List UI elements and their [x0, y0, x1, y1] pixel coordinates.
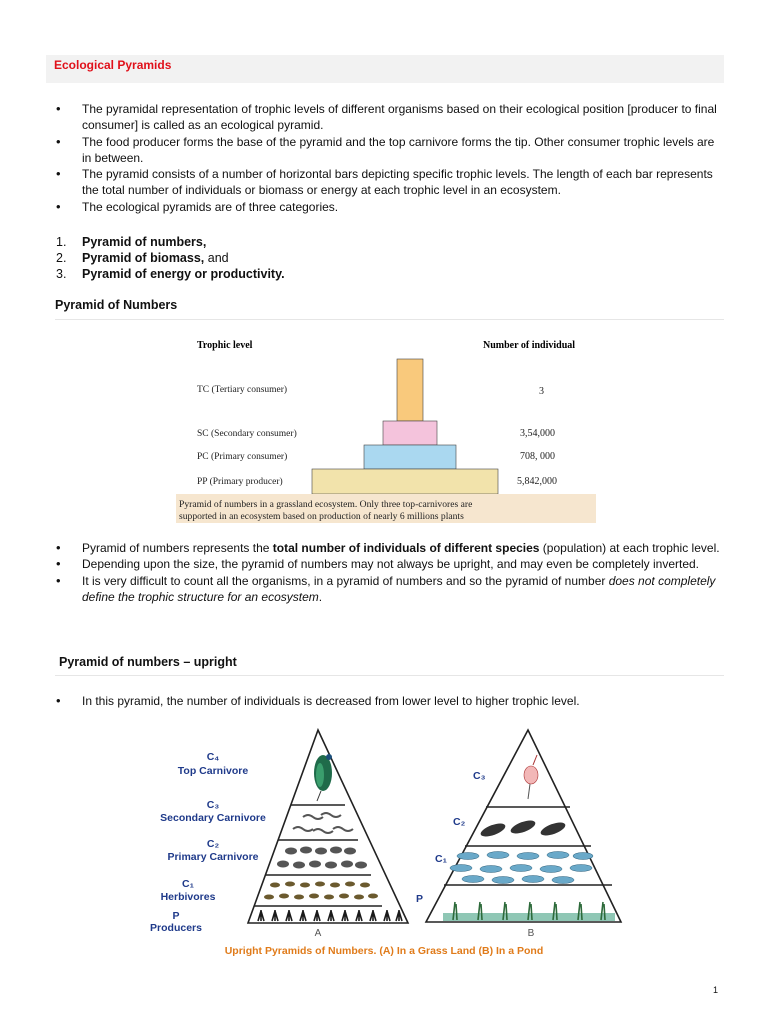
intro-bullet: • The ecological pyramids are of three categories. — [56, 199, 724, 215]
pyramid-categories-list — [56, 234, 285, 282]
category-item — [56, 234, 285, 250]
figure-caption-line2: supported in an ecosystem based on production of nearly 6 millions plants — [179, 511, 464, 522]
level-name: Producers — [150, 922, 202, 934]
numbers-bullet-bold: total number of individuals of different species — [272, 541, 540, 555]
numbers-bullet-text: It is very difficult to count all the organisms, in a pyramid of numbers and so the pyramid of number — [82, 573, 609, 588]
level-code: C₃ — [206, 799, 220, 811]
label-a: A — [314, 928, 322, 939]
level-code: C₄ — [206, 751, 220, 763]
level-name: Primary Carnivore — [167, 851, 259, 863]
page-number: 1 — [713, 985, 719, 995]
category-number: 2. — [56, 251, 67, 265]
upright-bullet-list — [56, 693, 724, 709]
count-pp: 5,842,000 — [517, 476, 557, 487]
col-header-number: Number of individual — [483, 340, 576, 351]
intro-bullet: • The food producer forms the base of the pyramid and the top carnivore forms the tip. Other consumer trophic levels are in between. — [56, 134, 724, 167]
count-tc: 3 — [539, 386, 544, 397]
level-name: Secondary Carnivore — [160, 812, 266, 824]
level-code: C₁ — [182, 878, 194, 890]
level-tc-label: TC (Tertiary consumer) — [197, 385, 288, 395]
level-code: P — [172, 910, 180, 922]
level-pp-label: PP (Primary producer) — [197, 477, 283, 487]
intro-bullet: • The pyramid consists of a number of horizontal bars depicting specific trophic levels. The length of each bar represents the total number of individuals or biomass or energy at each trophic level in an ecosystem. — [56, 166, 724, 199]
category-item — [56, 250, 285, 266]
page-title: Ecological Pyramids — [54, 58, 172, 72]
numbers-bullet-text: Pyramid of numbers represents the — [82, 541, 273, 555]
heading-rule — [55, 319, 724, 320]
figure-caption-line1: Pyramid of numbers in a grassland ecosystem. Only three top-carnivores are — [179, 499, 473, 510]
level-sc-label: SC (Secondary consumer) — [197, 429, 297, 439]
level-name: Top Carnivore — [177, 765, 249, 777]
section-heading-upright: Pyramid of numbers – upright — [59, 655, 237, 669]
numbers-bullet-list — [56, 540, 724, 605]
heading-rule — [55, 675, 724, 676]
numbers-bullet — [56, 573, 724, 606]
level-name: Herbivores — [160, 891, 216, 903]
count-pc: 708, 000 — [520, 451, 555, 462]
category-number: 1. — [56, 235, 67, 249]
category-label: Pyramid of energy or productivity. — [82, 267, 285, 281]
label-b: B — [527, 928, 535, 939]
pond-level-code: P — [416, 893, 424, 905]
intro-bullet-list — [56, 101, 724, 215]
grassland-pyramid — [248, 730, 408, 923]
numbers-bullet-italic: does not completely define the trophic structure for an ecosystem — [82, 573, 716, 604]
category-label: Pyramid of numbers, — [82, 235, 207, 249]
count-sc: 3,54,000 — [520, 428, 555, 439]
intro-bullet: • The pyramidal representation of trophic levels of different organisms based on their ecological position [producer to final consumer] is called as an ecological pyramid. — [56, 101, 724, 134]
numbers-bullet-text: (population) at each trophic level. — [539, 541, 720, 555]
bar-primary-producer — [312, 469, 498, 494]
bar-tertiary-consumer — [397, 359, 423, 421]
upright-bullet: • In this pyramid, the number of individuals is decreased from lower level to higher trophic level. — [56, 693, 724, 709]
category-suffix: and — [204, 251, 229, 265]
level-code: C₂ — [206, 838, 220, 850]
numbers-bullet: • Depending upon the size, the pyramid of numbers may not always be upright, and may even be completely inverted. — [56, 556, 724, 572]
bar-primary-consumer — [364, 445, 456, 469]
numbers-bullet — [56, 540, 724, 556]
level-pc-label: PC (Primary consumer) — [197, 452, 288, 462]
numbers-bullet-text: . — [318, 589, 323, 604]
title-bar — [46, 55, 724, 83]
section-heading-pyramid-of-numbers: Pyramid of Numbers — [55, 298, 178, 312]
pond-level-code: C₂ — [453, 816, 466, 828]
category-number: 3. — [56, 267, 67, 281]
category-item — [56, 266, 285, 282]
category-label: Pyramid of biomass, — [82, 251, 205, 265]
bar-secondary-consumer — [383, 421, 437, 445]
grassland-labels — [150, 751, 266, 934]
upright-pyramids-figure — [143, 725, 623, 961]
pond-level-code: C₃ — [473, 770, 486, 782]
grassland-numbers-figure — [176, 330, 596, 523]
pond-level-code: C₁ — [435, 853, 447, 865]
col-header-trophic-level: Trophic level — [197, 340, 253, 351]
figure2-caption: Upright Pyramids of Numbers. (A) In a Grass Land (B) In a Pond — [224, 945, 544, 957]
